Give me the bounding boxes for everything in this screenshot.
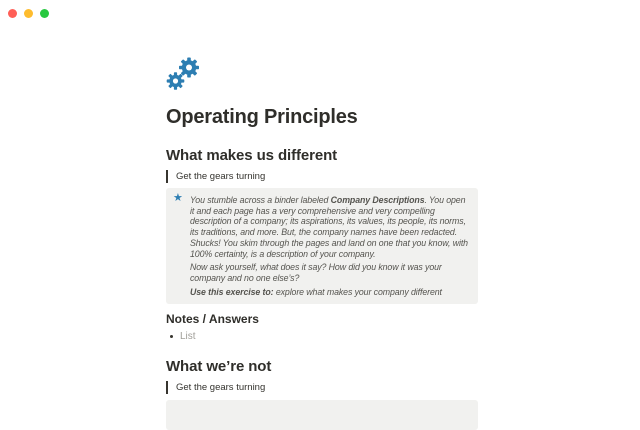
star-icon[interactable]: ★ [173, 192, 183, 204]
callout-p1-bold: Company Descriptions [330, 195, 425, 205]
quote-block[interactable] [166, 170, 478, 183]
zoom-window-button[interactable] [40, 9, 49, 18]
heading-notes-answers[interactable]: Notes / Answers [166, 312, 259, 327]
quote-text: Get the gears turning [176, 171, 266, 182]
document-body [166, 0, 478, 430]
callout-p3-rest: explore what makes your company different [273, 286, 442, 297]
bulleted-list-item[interactable] [166, 331, 478, 342]
callout-block[interactable] [166, 188, 478, 304]
callout-block-partial[interactable] [166, 400, 478, 430]
callout-p1-pre: You stumble across a binder labeled [190, 195, 331, 205]
callout-p3-bold: Use this exercise to: [190, 286, 274, 297]
callout-p1-post: . You open it and each page has a very comprehensive and very compelling description of a company; its aspirations, its values, its people, its norms, its traditions, and more. But, the company names have been redacted. Shucks! You skim through the pages and land on one that you know, with 100% certainty, is a description of your company. [190, 195, 468, 259]
bullet-dot [170, 335, 173, 338]
page-title[interactable]: Operating Principles [166, 106, 358, 128]
page-icon[interactable] [166, 56, 202, 92]
callout-paragraph-2: Now ask yourself, what does it say? How did you know it was your company and no one else’s? [190, 262, 442, 284]
list-placeholder: List [180, 330, 196, 342]
heading-what-were-not[interactable]: What we’re not [166, 357, 272, 375]
heading-what-makes-us-different[interactable]: What makes us different [166, 147, 338, 164]
quote-text-2: Get the gears turning [176, 381, 266, 393]
quote-block-2[interactable] [166, 381, 478, 394]
callout-paragraph-1 [190, 195, 468, 259]
close-window-button[interactable] [8, 9, 17, 18]
minimize-window-button[interactable] [24, 9, 33, 18]
callout-paragraph-3 [190, 287, 468, 298]
gears-icon [166, 56, 202, 92]
window-controls [8, 9, 49, 18]
